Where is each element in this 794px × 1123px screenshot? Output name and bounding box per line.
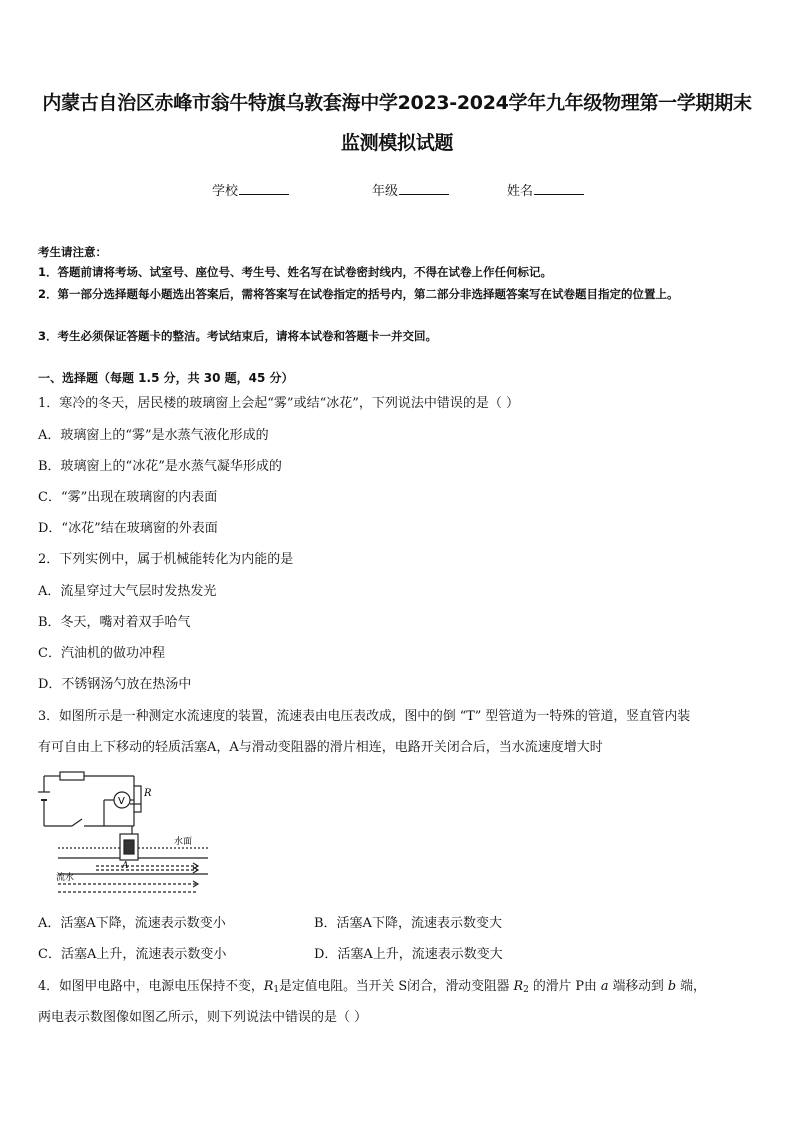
notice-item-3: 3．考生必须保证答题卡的整洁。考试结束后，请将本试卷和答题卡一并交回。	[38, 329, 437, 343]
section-heading: 一、选择题（每题 1.5 分，共 30 题，45 分）	[38, 371, 294, 385]
q4-text-2: 是定值电阻。当开关 S闭合，滑动变阻器	[279, 979, 514, 994]
rheostat-label: R	[144, 788, 152, 799]
q2-option-d[interactable]: D．不锈钢汤勺放在热汤中	[38, 677, 192, 692]
voltmeter-label: V	[118, 796, 125, 807]
q4-r2-symbol: R	[513, 979, 524, 994]
q2-option-b[interactable]: B．冬天，嘴对着双手哈气	[38, 615, 191, 630]
q4-stem-line2: 两电表示数图像如图乙所示，则下列说法中错误的是（ ）	[38, 1010, 368, 1025]
exam-title-line2: 监测模拟试题	[340, 132, 454, 154]
q4-text-5: 端，	[676, 979, 706, 994]
q4-end-b: b	[667, 979, 677, 994]
q3-option-c[interactable]: C．活塞A上升，流速表示数变小	[38, 947, 227, 962]
q4-r1-symbol: R	[263, 979, 274, 994]
q2-stem: 2．下列实例中，属于机械能转化为内能的是	[38, 552, 294, 567]
grade-blank[interactable]	[399, 181, 449, 195]
notice-heading: 考生请注意：	[38, 245, 107, 259]
name-label: 姓名	[507, 184, 534, 199]
q1-option-d[interactable]: D．“冰花”结在玻璃窗的外表面	[38, 521, 218, 536]
school-label: 学校	[212, 184, 239, 199]
q4-text-4: 端移动到	[608, 979, 668, 994]
flow-meter-circuit-figure	[38, 770, 213, 900]
school-blank[interactable]	[239, 181, 289, 195]
q1-stem: 1．寒冷的冬天，居民楼的玻璃窗上会起“雾”或结“冰花”，下列说法中错误的是（ ）	[38, 396, 519, 411]
q4-end-a: a	[600, 979, 609, 994]
q2-option-c[interactable]: C．汽油机的做功冲程	[38, 646, 165, 661]
name-blank[interactable]	[534, 181, 584, 195]
school-field[interactable]	[212, 180, 289, 199]
notice-item-1: 1．答题前请将考场、试室号、座位号、考生号、姓名写在试卷密封线内，不得在试卷上作任何标记。	[38, 265, 552, 279]
q4-text-1: 4．如图甲电路中，电源电压保持不变，	[38, 979, 264, 994]
grade-field[interactable]	[372, 180, 449, 199]
q3-stem-line2: 有可自由上下移动的轻质活塞A，A与滑动变阻器的滑片相连，电路开关闭合后，当水流速度增大时	[38, 740, 603, 755]
water-flow-label: 流水	[56, 873, 75, 883]
q1-option-c[interactable]: C．“雾”出现在玻璃窗的内表面	[38, 490, 218, 505]
q4-r1-subscript: 1	[273, 985, 280, 995]
piston-label: A	[122, 861, 129, 871]
q3-stem-line1: 3．如图所示是一种测定水流速度的装置，流速表由电压表改成，图中的倒 “T” 型管道为一特殊的管道，竖直管内装	[38, 709, 691, 724]
student-info-row	[0, 180, 794, 200]
exam-title-line1: 内蒙古自治区赤峰市翁牛特旗乌敦套海中学2023-2024学年九年级物理第一学期期末	[42, 92, 752, 114]
q4-r2-subscript: 2	[523, 985, 529, 995]
q2-option-a[interactable]: A．流星穿过大气层时发热发光	[38, 584, 217, 599]
q4-stem-line1	[38, 977, 760, 1000]
name-field[interactable]	[507, 180, 584, 199]
q3-option-d[interactable]: D．活塞A上升，流速表示数变大	[314, 947, 503, 962]
grade-label: 年级	[372, 184, 399, 199]
q1-option-a[interactable]: A．玻璃窗上的“雾”是水蒸气液化形成的	[38, 428, 269, 443]
q3-option-b[interactable]: B．活塞A下降，流速表示数变大	[314, 916, 502, 931]
q4-text-3: 的滑片 P由	[528, 979, 601, 994]
q3-option-a[interactable]: A．活塞A下降，流速表示数变小	[38, 916, 226, 931]
notice-item-2: 2．第一部分选择题每小题选出答案后，需将答案写在试卷指定的括号内，第二部分非选择题答案写在试卷题目指定的位置上。	[38, 287, 679, 301]
water-surface-label: 水面	[174, 837, 193, 847]
q1-option-b[interactable]: B．玻璃窗上的“冰花”是水蒸气凝华形成的	[38, 459, 282, 474]
